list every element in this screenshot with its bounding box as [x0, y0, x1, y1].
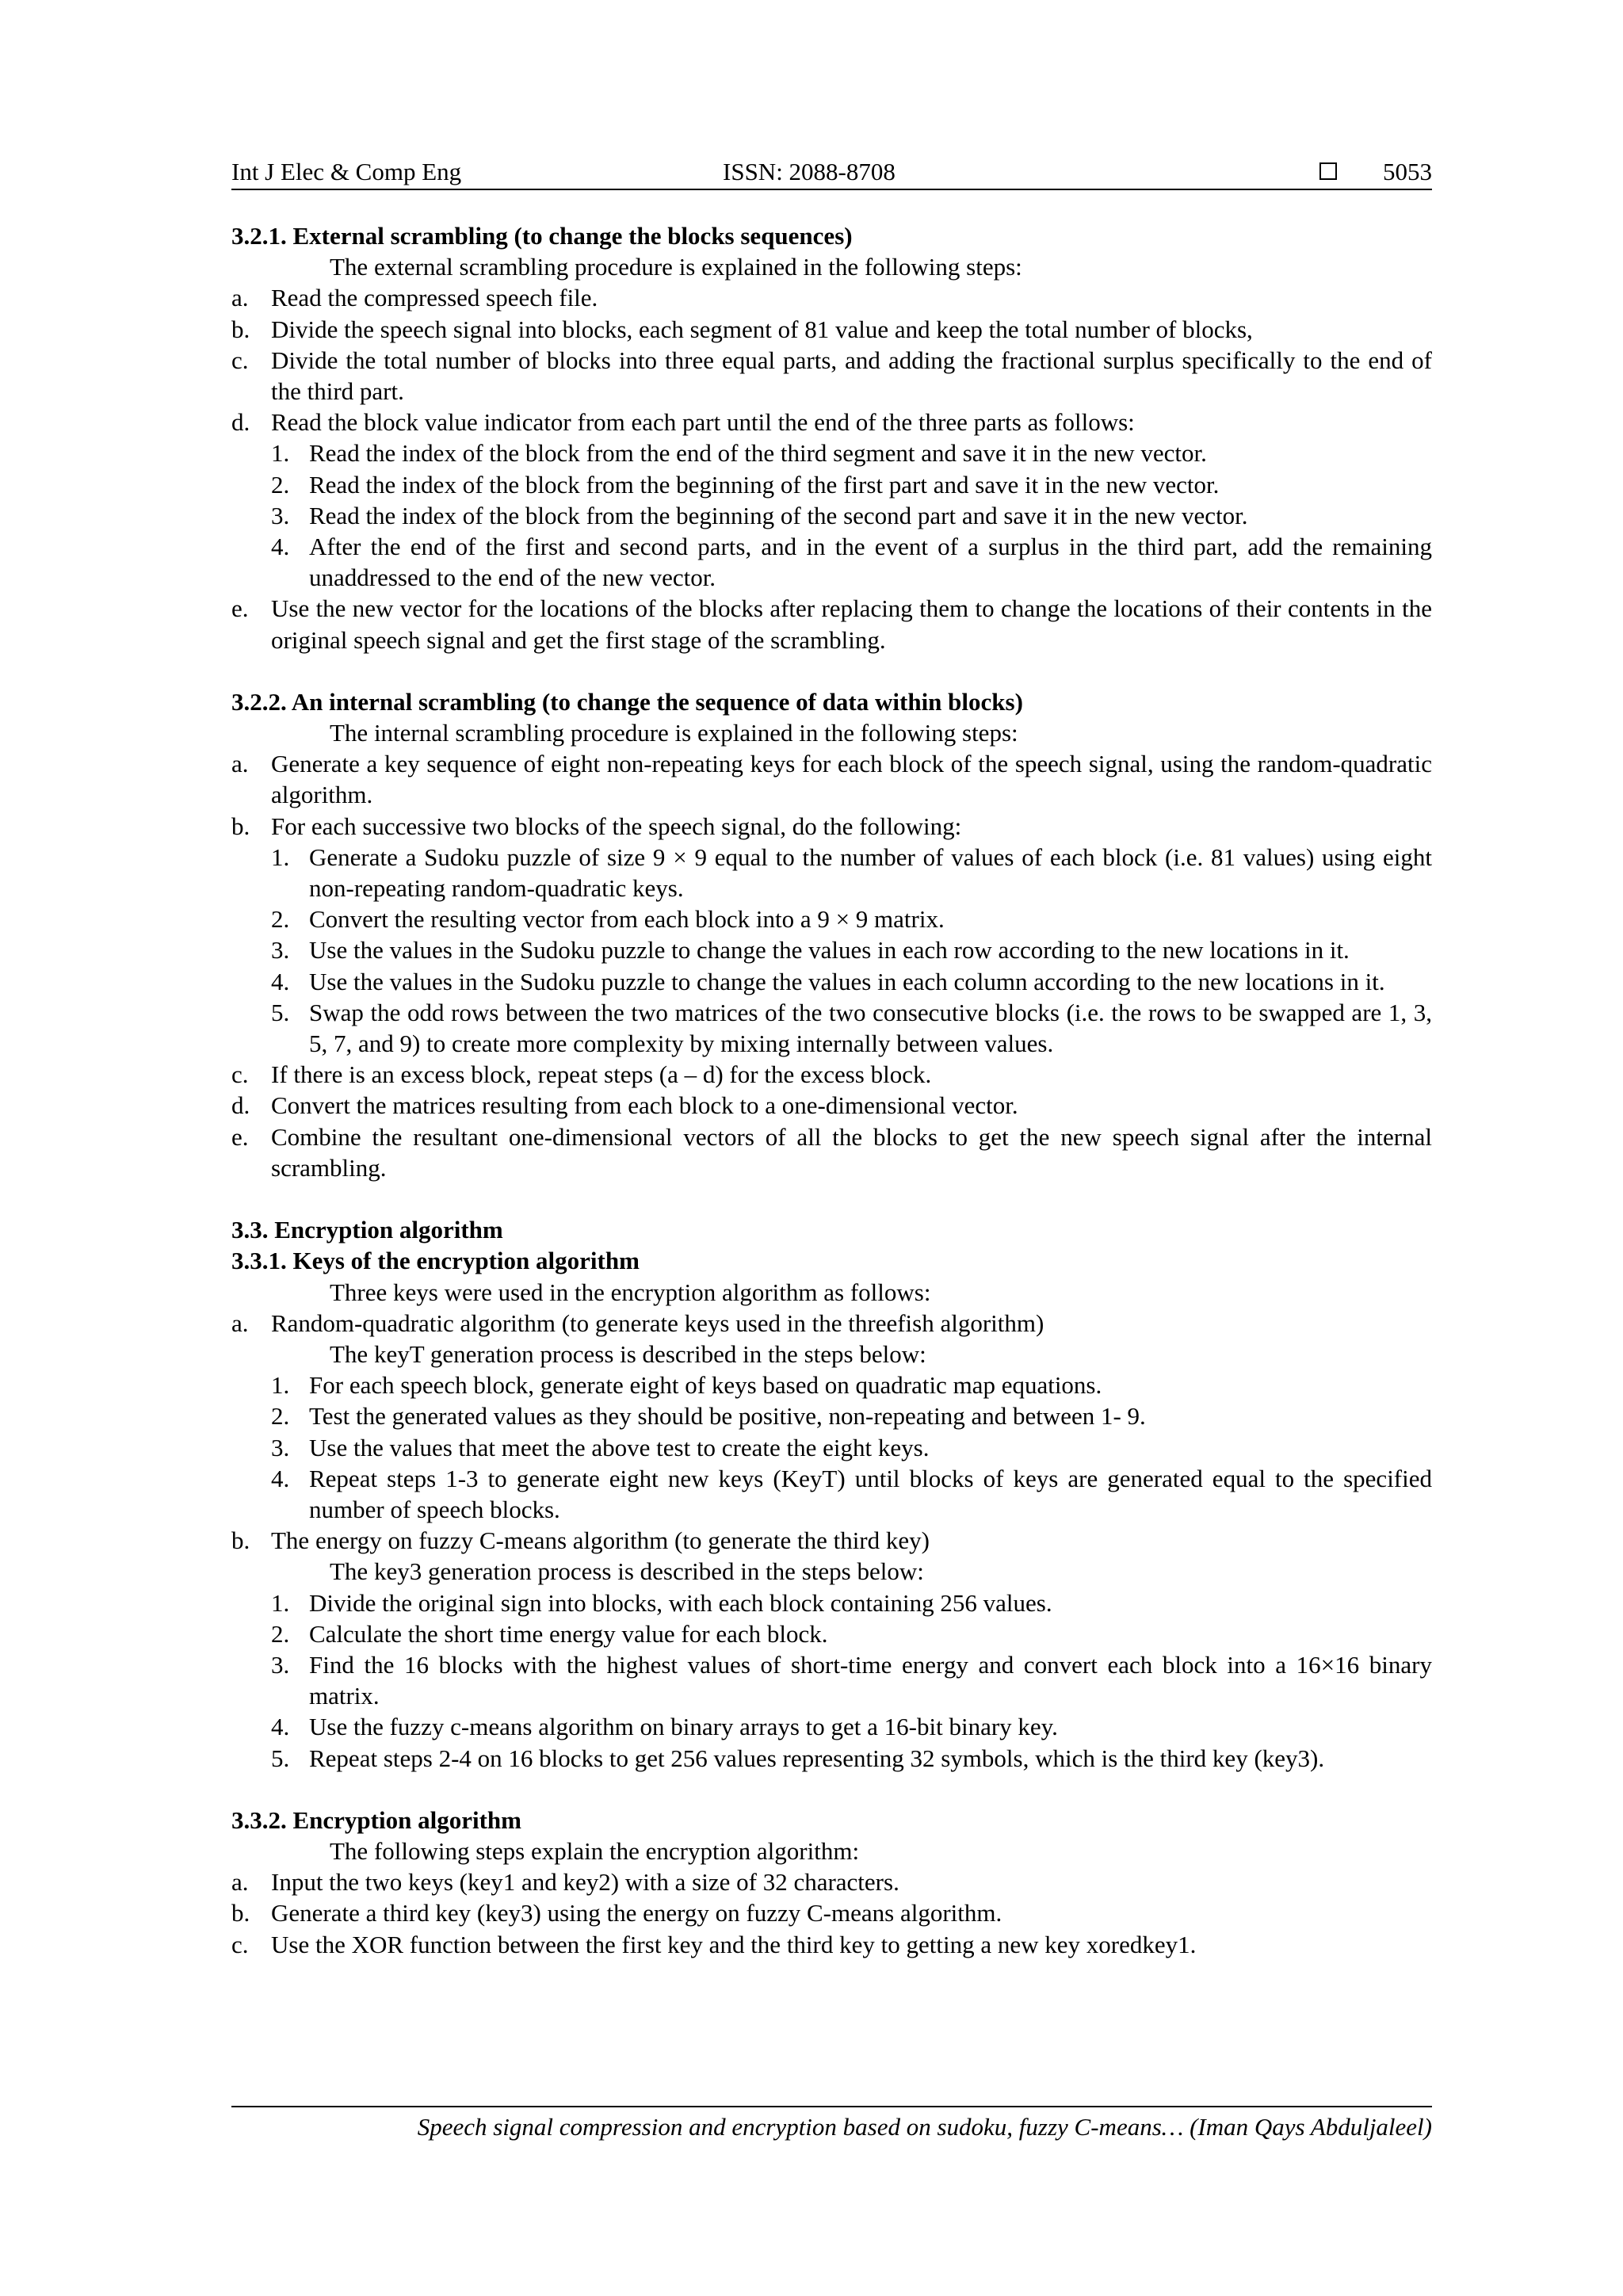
- list-marker: 2.: [271, 1402, 290, 1431]
- list-marker: 4.: [271, 967, 290, 995]
- list-marker: 5.: [271, 998, 290, 1026]
- sub-list-item: [271, 1587, 1432, 1618]
- list-text: For each speech block, generate eight of keys based on quadratic map equations.: [309, 1371, 1102, 1400]
- list-marker: 5.: [271, 1744, 290, 1772]
- page-header: [231, 155, 1432, 190]
- sub-list-item: [271, 934, 1432, 965]
- list-text: Use the values in the Sudoku puzzle to change the values in each column according to the new locations in it.: [309, 967, 1385, 995]
- list-marker: 3.: [271, 1650, 290, 1679]
- sub-list-item: [271, 437, 1432, 468]
- list-marker: 1.: [271, 1371, 290, 1400]
- list-marker: a.: [231, 284, 249, 312]
- section-3-2-1: [231, 220, 1432, 655]
- list-item: [231, 811, 1432, 1060]
- page-number: 5053: [1383, 158, 1432, 185]
- list-marker: a.: [231, 1308, 249, 1337]
- list-text: Convert the matrices resulting from each block to a one-dimensional vector.: [271, 1091, 1018, 1120]
- list-marker: b.: [231, 812, 250, 840]
- list-marker: b.: [231, 1899, 250, 1927]
- list-text: Convert the resulting vector from each block into a 9 × 9 matrix.: [309, 905, 945, 934]
- section-intro: The following steps explain the encryption algorithm:: [330, 1836, 860, 1865]
- sub-intro: The keyT generation process is described in the steps below:: [330, 1339, 926, 1368]
- list-text: Test the generated values as they should be positive, non-repeating and between 1- 9.: [309, 1402, 1146, 1431]
- list-item: [231, 1929, 1432, 1960]
- section-heading: 3.2.2. An internal scrambling (to change the sequence of data within blocks): [231, 687, 1023, 716]
- sub-list-item: [271, 1618, 1432, 1649]
- list-marker: 4.: [271, 1464, 290, 1492]
- list-item: [231, 1059, 1432, 1090]
- section-3-2-2: [231, 686, 1432, 1183]
- sub-list-item: [271, 1432, 1432, 1463]
- sub-list-item: [271, 1463, 1432, 1525]
- list-text: Use the values in the Sudoku puzzle to change the values in each row according to the new locations in it.: [309, 936, 1350, 965]
- section-3-3-2: [231, 1805, 1432, 1960]
- section-intro: The external scrambling procedure is explained in the following steps:: [330, 253, 1022, 281]
- list-text: Read the block value indicator from each part until the end of the three parts as follows:: [271, 408, 1135, 437]
- list-item: [231, 314, 1432, 345]
- list-text: Read the index of the block from the beginning of the second part and save it in the new vector.: [309, 501, 1248, 529]
- journal-name: Int J Elec & Comp Eng: [231, 158, 462, 185]
- list-marker: d.: [231, 1091, 250, 1120]
- list-marker: b.: [231, 1526, 250, 1555]
- list-item: [231, 1090, 1432, 1121]
- sub-list-item: [271, 966, 1432, 997]
- step-list: [231, 282, 1432, 655]
- section-heading: 3.3.2. Encryption algorithm: [231, 1805, 521, 1834]
- list-marker: e.: [231, 594, 249, 623]
- list-item: [231, 1121, 1432, 1183]
- list-text: Find the 16 blocks with the highest values of short-time energy and convert each block into a 16×16 binary matrix.: [309, 1650, 1432, 1710]
- list-marker: 2.: [271, 1619, 290, 1648]
- list-text: Divide the speech signal into blocks, each segment of 81 value and keep the total number of blocks,: [271, 315, 1253, 343]
- section-heading: 3.2.1. External scrambling (to change the blocks sequences): [231, 222, 853, 250]
- sub-intro: The key3 generation process is described in the steps below:: [330, 1557, 924, 1586]
- sub-list-item: [271, 997, 1432, 1059]
- list-text: Use the values that meet the above test to create the eight keys.: [309, 1433, 930, 1461]
- list-text: The energy on fuzzy C-means algorithm (to generate the third key): [271, 1526, 930, 1555]
- list-marker: c.: [231, 1060, 249, 1089]
- section-heading: 3.3. Encryption algorithm: [231, 1216, 503, 1244]
- section-3-3: [231, 1214, 1432, 1774]
- list-item: [231, 748, 1432, 810]
- sub-list-item: [271, 1400, 1432, 1431]
- step-list: [231, 748, 1432, 1183]
- list-marker: a.: [231, 1868, 249, 1897]
- list-marker: 2.: [271, 905, 290, 934]
- list-text: Repeat steps 1-3 to generate eight new keys (KeyT) until blocks of keys are generated equal to the specified number of speech blocks.: [309, 1464, 1432, 1523]
- step-list: [231, 1866, 1432, 1960]
- list-text: Random-quadratic algorithm (to generate keys used in the threefish algorithm): [271, 1308, 1044, 1337]
- list-text: Divide the total number of blocks into three equal parts, and adding the fractional surplus specifically to the end of the third part.: [271, 346, 1432, 406]
- list-marker: 2.: [271, 470, 290, 499]
- section-intro: Three keys were used in the encryption algorithm as follows:: [330, 1278, 931, 1306]
- list-marker: 1.: [271, 842, 290, 871]
- list-marker: 3.: [271, 1433, 290, 1461]
- sub-step-list: [271, 1587, 1432, 1774]
- sub-list-item: [271, 1711, 1432, 1742]
- sub-list-item: [271, 500, 1432, 531]
- list-text: Divide the original sign into blocks, with each block containing 256 values.: [309, 1588, 1052, 1617]
- list-text: Calculate the short time energy value for each block.: [309, 1619, 828, 1648]
- list-item: [231, 407, 1432, 593]
- sub-step-list: [271, 842, 1432, 1059]
- list-text: If there is an excess block, repeat steps (a – d) for the excess block.: [271, 1060, 932, 1089]
- list-item: [231, 345, 1432, 407]
- list-marker: 4.: [271, 1713, 290, 1741]
- section-intro: The internal scrambling procedure is explained in the following steps:: [330, 719, 1018, 747]
- list-text: Swap the odd rows between the two matrices of the two consecutive blocks (i.e. the rows to be swapped are 1, 3, 5, 7, and 9) to create more complexity by mixing internally between values.: [309, 998, 1432, 1058]
- list-text: Use the XOR function between the first key and the third key to getting a new key xoredkey1.: [271, 1930, 1197, 1958]
- list-text: Repeat steps 2-4 on 16 blocks to get 256 values representing 32 symbols, which is the third key (key3).: [309, 1744, 1325, 1772]
- list-item: [231, 593, 1432, 655]
- list-text: Combine the resultant one-dimensional vectors of all the blocks to get the new speech signal after the internal scrambling.: [271, 1122, 1432, 1182]
- list-item: [231, 1308, 1432, 1525]
- square-box-icon: [1319, 162, 1337, 180]
- list-marker: d.: [231, 408, 250, 437]
- list-text: Use the fuzzy c-means algorithm on binary arrays to get a 16-bit binary key.: [309, 1713, 1058, 1741]
- page-footer: Speech signal compression and encryption based on sudoku, fuzzy C-means… (Iman Qays Abduljaleel): [231, 2106, 1432, 2144]
- list-text: Read the compressed speech file.: [271, 284, 598, 312]
- list-item: [231, 1897, 1432, 1928]
- sub-step-list: [271, 437, 1432, 593]
- list-text: Read the index of the block from the beginning of the first part and save it in the new vector.: [309, 470, 1220, 499]
- sub-list-item: [271, 842, 1432, 904]
- sub-list-item: [271, 1370, 1432, 1400]
- sub-list-item: [271, 469, 1432, 500]
- list-marker: 3.: [271, 501, 290, 529]
- list-text: After the end of the first and second parts, and in the event of a surplus in the third part, add the remaining unaddressed to the end of the new vector.: [309, 533, 1432, 592]
- list-text: Read the index of the block from the end of the third segment and save it in the new vector.: [309, 439, 1207, 468]
- list-marker: a.: [231, 750, 249, 778]
- list-item: [231, 1525, 1432, 1774]
- subsection-heading: 3.3.1. Keys of the encryption algorithm: [231, 1247, 640, 1275]
- list-marker: 3.: [271, 936, 290, 965]
- list-marker: c.: [231, 1930, 249, 1958]
- list-text: For each successive two blocks of the speech signal, do the following:: [271, 812, 962, 840]
- list-marker: 1.: [271, 439, 290, 468]
- sub-list-item: [271, 531, 1432, 593]
- list-marker: c.: [231, 346, 249, 374]
- sub-list-item: [271, 904, 1432, 934]
- list-marker: e.: [231, 1122, 249, 1151]
- list-marker: b.: [231, 315, 250, 343]
- key-list: [231, 1308, 1432, 1774]
- sub-list-item: [271, 1649, 1432, 1711]
- list-marker: 1.: [271, 1588, 290, 1617]
- list-text: Generate a third key (key3) using the energy on fuzzy C-means algorithm.: [271, 1899, 1002, 1927]
- issn: ISSN: 2088-8708: [723, 158, 896, 185]
- list-text: Generate a Sudoku puzzle of size 9 × 9 equal to the number of values of each block (i.e. 81 values) using eight non-repeating random-quadratic keys.: [309, 842, 1432, 903]
- list-item: [231, 282, 1432, 313]
- list-text: Use the new vector for the locations of the blocks after replacing them to change the locations of their contents in the original speech signal and get the first stage of the scrambling.: [271, 594, 1432, 654]
- list-text: Generate a key sequence of eight non-repeating keys for each block of the speech signal, using the random-quadratic algorithm.: [271, 750, 1432, 809]
- page-body: [231, 220, 1432, 1960]
- list-marker: 4.: [271, 533, 290, 561]
- sub-list-item: [271, 1743, 1432, 1774]
- list-text: Input the two keys (key1 and key2) with a size of 32 characters.: [271, 1868, 899, 1897]
- sub-step-list: [271, 1370, 1432, 1525]
- list-item: [231, 1866, 1432, 1897]
